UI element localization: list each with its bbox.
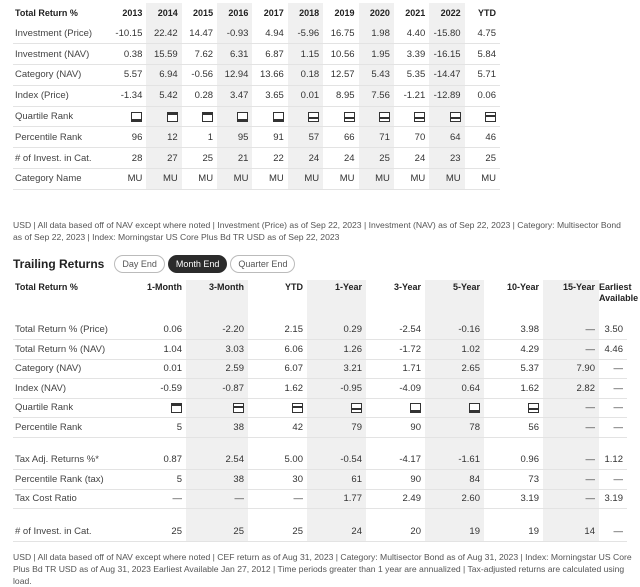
quartile-cell xyxy=(288,106,323,127)
trailing-value-cell: 0.64 xyxy=(425,379,484,399)
trailing-row-percentile-rank xyxy=(13,418,627,438)
spacer-cell xyxy=(425,509,484,522)
annual-value-cell: 91 xyxy=(252,127,287,148)
annual-value-cell: 22.42 xyxy=(146,23,181,44)
trailing-value-cell: 30 xyxy=(248,470,307,490)
year-header-2018: 2018 xyxy=(288,3,323,23)
annual-value-cell: 6.87 xyxy=(252,44,287,65)
annual-value-cell: 5.35 xyxy=(394,65,429,86)
quartile-cell xyxy=(248,398,307,418)
annual-returns-table xyxy=(13,3,500,190)
trailing-value-cell: 0.01 xyxy=(128,359,186,379)
period-toggle xyxy=(114,255,298,273)
trailing-value-cell: -0.59 xyxy=(128,379,186,399)
trailing-value-cell: — xyxy=(599,470,627,490)
annual-row-investment-price xyxy=(13,23,500,44)
spacer-cell xyxy=(307,509,366,522)
year-header-2015: 2015 xyxy=(193,8,214,18)
annual-value-cell: 0.18 xyxy=(288,65,323,86)
annual-row-quartile-rank xyxy=(13,106,500,127)
trailing-value-cell: -0.95 xyxy=(307,379,366,399)
annual-value-cell: 24 xyxy=(288,148,323,169)
annual-row-index-price xyxy=(13,85,500,106)
annual-value-cell: -14.47 xyxy=(429,65,464,86)
annual-row-label: Percentile Rank xyxy=(13,127,111,148)
quartile-rank-icon xyxy=(171,403,182,413)
annual-value-cell: MU xyxy=(111,169,146,190)
trailing-value-cell: -0.16 xyxy=(425,320,484,340)
quartile-cell xyxy=(252,106,287,127)
spacer-cell xyxy=(13,437,128,450)
annual-value-cell: 13.66 xyxy=(252,65,287,86)
quartile-cell xyxy=(217,106,252,127)
quartile-rank-icon xyxy=(308,112,319,122)
year-header-2016: 2016 xyxy=(217,3,252,23)
trailing-value-cell: -2.20 xyxy=(186,320,248,340)
trailing-value-cell: 1.26 xyxy=(307,340,366,360)
annual-value-cell: MU xyxy=(182,169,217,190)
quartile-rank-icon xyxy=(410,403,421,413)
trailing-row-label: Index (NAV) xyxy=(13,379,128,399)
quartile-rank-icon xyxy=(167,112,178,122)
annual-value-cell: 3.39 xyxy=(394,44,429,65)
quartile-rank-icon xyxy=(351,403,362,413)
annual-row-investment-nav xyxy=(13,44,500,65)
trailing-value-cell: 56 xyxy=(484,418,543,438)
quartile-rank-icon xyxy=(233,403,244,413)
period-header-1-year: 1-Year xyxy=(307,280,366,320)
trailing-value-cell: -4.17 xyxy=(366,450,425,470)
annual-value-cell: MU xyxy=(359,169,394,190)
year-header-2013: 2013 xyxy=(122,8,143,18)
year-header-2017: 2017 xyxy=(263,8,284,18)
annual-value-cell: -5.96 xyxy=(288,23,323,44)
trailing-value-cell: — xyxy=(599,379,627,399)
annual-value-cell: MU xyxy=(394,169,429,190)
annual-value-cell: 14.47 xyxy=(182,23,217,44)
annual-value-cell: 6.94 xyxy=(146,65,181,86)
trailing-row-quartile-rank xyxy=(13,398,627,418)
trailing-value-cell: — xyxy=(599,398,627,418)
tab-month-end[interactable]: Month End xyxy=(168,255,228,273)
quartile-cell xyxy=(425,398,484,418)
period-header-10-year: 10-Year xyxy=(506,282,539,292)
spacer-cell xyxy=(366,509,425,522)
trailing-row-category-nav xyxy=(13,359,627,379)
spacer-cell xyxy=(543,437,599,450)
trailing-value-cell: 1.12 xyxy=(599,450,627,470)
trailing-row-label: Percentile Rank (tax) xyxy=(13,470,128,490)
trailing-value-cell: 78 xyxy=(425,418,484,438)
annual-value-cell: 46 xyxy=(465,127,500,148)
annual-value-cell: 24 xyxy=(394,148,429,169)
year-header-2019: 2019 xyxy=(334,8,355,18)
trailing-value-cell: — xyxy=(248,489,307,509)
annual-value-cell: 0.28 xyxy=(182,85,217,106)
trailing-value-cell: — xyxy=(128,489,186,509)
quartile-rank-icon xyxy=(528,403,539,413)
tab-quarter-end[interactable]: Quarter End xyxy=(230,255,295,273)
period-header-5-year: 5-Year xyxy=(425,280,484,320)
trailing-value-cell: — xyxy=(543,398,599,418)
annual-row-label: Category (NAV) xyxy=(13,65,111,86)
quartile-cell xyxy=(323,106,358,127)
trailing-value-cell: 38 xyxy=(186,470,248,490)
annual-value-cell: 57 xyxy=(288,127,323,148)
trailing-value-cell: 25 xyxy=(128,522,186,542)
quartile-rank-icon xyxy=(485,112,496,122)
quartile-rank-icon xyxy=(414,112,425,122)
annual-value-cell: 0.38 xyxy=(111,44,146,65)
annual-value-cell: 1.15 xyxy=(288,44,323,65)
trailing-value-cell: — xyxy=(543,470,599,490)
spacer-cell xyxy=(186,437,248,450)
annual-value-cell: 12 xyxy=(146,127,181,148)
annual-value-cell: 64 xyxy=(429,127,464,148)
trailing-row-of-invest-in-cat xyxy=(13,522,627,542)
trailing-returns-table xyxy=(13,280,639,542)
spacer-cell xyxy=(128,509,186,522)
annual-value-cell: 6.31 xyxy=(217,44,252,65)
spacer-cell xyxy=(128,437,186,450)
annual-value-cell: 96 xyxy=(111,127,146,148)
trailing-value-cell: 3.21 xyxy=(307,359,366,379)
annual-value-cell: 25 xyxy=(359,148,394,169)
quartile-rank-icon xyxy=(202,112,213,122)
spacer-cell xyxy=(366,437,425,450)
trailing-value-cell: — xyxy=(599,522,627,542)
trailing-value-cell: 1.62 xyxy=(248,379,307,399)
quartile-cell xyxy=(366,398,425,418)
annual-value-cell: 25 xyxy=(182,148,217,169)
annual-value-cell: 12.94 xyxy=(217,65,252,86)
annual-row-label: Quartile Rank xyxy=(13,106,111,127)
annual-value-cell: 10.56 xyxy=(323,44,358,65)
trailing-value-cell: 3.19 xyxy=(599,489,627,509)
trailing-value-cell: 19 xyxy=(425,522,484,542)
trailing-value-cell: — xyxy=(543,340,599,360)
trailing-row-label: Tax Cost Ratio xyxy=(13,489,128,509)
trailing-value-cell: 3.50 xyxy=(599,320,627,340)
trailing-value-cell: 19 xyxy=(484,522,543,542)
quartile-cell xyxy=(111,106,146,127)
spacer-row xyxy=(13,437,627,450)
period-header-3-month: 3-Month xyxy=(186,280,248,320)
annual-value-cell: MU xyxy=(217,169,252,190)
annual-row-category-nav xyxy=(13,65,500,86)
trailing-value-cell: 6.07 xyxy=(248,359,307,379)
trailing-value-cell: 84 xyxy=(425,470,484,490)
year-header-2022: 2022 xyxy=(429,3,464,23)
annual-value-cell: MU xyxy=(252,169,287,190)
trailing-row-total-return-nav xyxy=(13,340,627,360)
annual-value-cell: 21 xyxy=(217,148,252,169)
annual-value-cell: -0.56 xyxy=(182,65,217,86)
trailing-value-cell: — xyxy=(599,418,627,438)
annual-header-row xyxy=(13,3,500,23)
annual-row-percentile-rank xyxy=(13,127,500,148)
trailing-value-cell: 14 xyxy=(543,522,599,542)
trailing-value-cell: 0.96 xyxy=(484,450,543,470)
spacer-cell xyxy=(13,509,128,522)
trailing-value-cell: -0.54 xyxy=(307,450,366,470)
trailing-row-label: Category (NAV) xyxy=(13,359,128,379)
annual-value-cell: -15.80 xyxy=(429,23,464,44)
tab-day-end[interactable]: Day End xyxy=(114,255,165,273)
spacer-cell xyxy=(599,509,627,522)
annual-value-cell: MU xyxy=(146,169,181,190)
annual-value-cell: -0.93 xyxy=(217,23,252,44)
annual-value-cell: -10.15 xyxy=(111,23,146,44)
trailing-value-cell: 7.90 xyxy=(543,359,599,379)
trailing-row-label: # of Invest. in Cat. xyxy=(13,522,128,542)
annual-value-cell: 5.57 xyxy=(111,65,146,86)
trailing-value-cell: — xyxy=(543,450,599,470)
quartile-rank-icon xyxy=(237,112,248,122)
trailing-value-cell: 2.65 xyxy=(425,359,484,379)
trailing-row-tax-cost-ratio xyxy=(13,489,627,509)
quartile-rank-icon xyxy=(379,112,390,122)
trailing-returns-title: Trailing Returns xyxy=(13,257,105,271)
trailing-row-label: Quartile Rank xyxy=(13,398,128,418)
annual-value-cell: 71 xyxy=(359,127,394,148)
trailing-value-cell: 2.54 xyxy=(186,450,248,470)
trailing-value-cell: 90 xyxy=(366,470,425,490)
annual-value-cell: 27 xyxy=(146,148,181,169)
trailing-row-label: Percentile Rank xyxy=(13,418,128,438)
annual-row-label: Category Name xyxy=(13,169,111,190)
annual-value-cell: MU xyxy=(288,169,323,190)
annual-value-cell: 66 xyxy=(323,127,358,148)
annual-value-cell: 1.95 xyxy=(359,44,394,65)
annual-value-cell: 7.62 xyxy=(182,44,217,65)
trailing-value-cell: 2.49 xyxy=(366,489,425,509)
annual-value-cell: 12.57 xyxy=(323,65,358,86)
annual-value-cell: 7.56 xyxy=(359,85,394,106)
period-header-3-year: 3-Year xyxy=(393,282,421,292)
annual-row-label: # of Invest. in Cat. xyxy=(13,148,111,169)
period-header-1-month: 1-Month xyxy=(147,282,182,292)
annual-value-cell: MU xyxy=(465,169,500,190)
year-header-ytd: YTD xyxy=(478,8,496,18)
trailing-value-cell: 6.06 xyxy=(248,340,307,360)
annual-value-cell: 95 xyxy=(217,127,252,148)
trailing-value-cell: 2.82 xyxy=(543,379,599,399)
annual-value-cell: MU xyxy=(323,169,358,190)
trailing-header-label: Total Return % xyxy=(15,282,78,292)
trailing-value-cell: — xyxy=(543,320,599,340)
quartile-cell xyxy=(359,106,394,127)
trailing-value-cell: 2.15 xyxy=(248,320,307,340)
trailing-value-cell: 0.29 xyxy=(307,320,366,340)
trailing-row-label: Total Return % (NAV) xyxy=(13,340,128,360)
year-header-2014: 2014 xyxy=(146,3,181,23)
trailing-value-cell: — xyxy=(543,489,599,509)
trailing-value-cell: 25 xyxy=(248,522,307,542)
trailing-value-cell: 1.71 xyxy=(366,359,425,379)
trailing-value-cell: 24 xyxy=(307,522,366,542)
annual-value-cell: 1.98 xyxy=(359,23,394,44)
spacer-cell xyxy=(186,509,248,522)
annual-value-cell: -1.34 xyxy=(111,85,146,106)
spacer-cell xyxy=(484,437,543,450)
annual-row-label: Index (Price) xyxy=(13,85,111,106)
trailing-row-label: Total Return % (Price) xyxy=(13,320,128,340)
annual-value-cell: -16.15 xyxy=(429,44,464,65)
annual-value-cell: 4.75 xyxy=(465,23,500,44)
quartile-cell xyxy=(128,398,186,418)
trailing-value-cell: -4.09 xyxy=(366,379,425,399)
spacer-cell xyxy=(425,437,484,450)
trailing-value-cell: 20 xyxy=(366,522,425,542)
quartile-cell xyxy=(307,398,366,418)
annual-value-cell: 1 xyxy=(182,127,217,148)
trailing-value-cell: 1.77 xyxy=(307,489,366,509)
trailing-value-cell: 5.00 xyxy=(248,450,307,470)
quartile-cell xyxy=(394,106,429,127)
annual-footnote: USD | All data based off of NAV except where noted | Investment (Price) as of Sep 22, 2023 | Investment (NAV) as of Sep 22, 2023 | Category: Multisector Bond as of Sep 22, 2023 | Index: Morningstar US Core Plus Bd TR USD as of Sep 22, 2023 xyxy=(13,220,621,242)
quartile-rank-icon xyxy=(344,112,355,122)
trailing-value-cell: 73 xyxy=(484,470,543,490)
annual-value-cell: 28 xyxy=(111,148,146,169)
quartile-cell xyxy=(186,398,248,418)
quartile-rank-icon xyxy=(469,403,480,413)
spacer-cell xyxy=(543,509,599,522)
annual-value-cell: 5.43 xyxy=(359,65,394,86)
annual-value-cell: 5.84 xyxy=(465,44,500,65)
year-header-2021: 2021 xyxy=(405,8,426,18)
quartile-cell xyxy=(182,106,217,127)
trailing-value-cell: 1.04 xyxy=(128,340,186,360)
spacer-cell xyxy=(599,437,627,450)
quartile-cell xyxy=(429,106,464,127)
annual-row-label: Investment (Price) xyxy=(13,23,111,44)
annual-row-of-invest-in-cat xyxy=(13,148,500,169)
quartile-cell xyxy=(465,106,500,127)
annual-row-category-name xyxy=(13,169,500,190)
trailing-value-cell: 2.59 xyxy=(186,359,248,379)
annual-value-cell: 5.71 xyxy=(465,65,500,86)
trailing-value-cell: 2.60 xyxy=(425,489,484,509)
quartile-rank-icon xyxy=(273,112,284,122)
trailing-value-cell: — xyxy=(186,489,248,509)
annual-value-cell: 3.65 xyxy=(252,85,287,106)
annual-value-cell: 0.01 xyxy=(288,85,323,106)
trailing-value-cell: 42 xyxy=(248,418,307,438)
trailing-row-tax-adj-returns xyxy=(13,450,627,470)
trailing-row-label: Tax Adj. Returns %* xyxy=(13,450,128,470)
trailing-value-cell: 3.19 xyxy=(484,489,543,509)
quartile-rank-icon xyxy=(450,112,461,122)
trailing-value-cell: -0.87 xyxy=(186,379,248,399)
trailing-header-row xyxy=(13,280,627,320)
annual-value-cell: MU xyxy=(429,169,464,190)
trailing-value-cell: 25 xyxy=(186,522,248,542)
annual-value-cell: 70 xyxy=(394,127,429,148)
annual-value-cell: -1.21 xyxy=(394,85,429,106)
annual-value-cell: 4.94 xyxy=(252,23,287,44)
quartile-rank-icon xyxy=(292,403,303,413)
trailing-value-cell: 79 xyxy=(307,418,366,438)
trailing-row-index-nav xyxy=(13,379,627,399)
trailing-footnote: USD | All data based off of NAV except where noted | CEF return as of Aug 31, 2023 | Category: Multisector Bond as of Aug 31, 2023 | Index: Morningstar US Core Plus Bd TR USD as of Aug 31, 2023 Earliest Available Jan 27, 2012 | Time periods greater than 1 year are annualized | Tax-adjusted returns are calculated using load. xyxy=(13,552,632,586)
annual-value-cell: -12.89 xyxy=(429,85,464,106)
annual-value-cell: 23 xyxy=(429,148,464,169)
trailing-value-cell: 3.98 xyxy=(484,320,543,340)
spacer-cell xyxy=(307,437,366,450)
trailing-value-cell: 1.02 xyxy=(425,340,484,360)
annual-value-cell: 22 xyxy=(252,148,287,169)
trailing-value-cell: 0.87 xyxy=(128,450,186,470)
spacer-cell xyxy=(248,509,307,522)
trailing-value-cell: 1.62 xyxy=(484,379,543,399)
trailing-value-cell: -1.61 xyxy=(425,450,484,470)
trailing-value-cell: 3.03 xyxy=(186,340,248,360)
annual-value-cell: 25 xyxy=(465,148,500,169)
annual-value-cell: 15.59 xyxy=(146,44,181,65)
trailing-value-cell: — xyxy=(543,418,599,438)
annual-value-cell: 0.06 xyxy=(465,85,500,106)
trailing-value-cell: 0.06 xyxy=(128,320,186,340)
trailing-value-cell: 5.37 xyxy=(484,359,543,379)
spacer-cell xyxy=(484,509,543,522)
annual-value-cell: 4.40 xyxy=(394,23,429,44)
annual-value-cell: 24 xyxy=(323,148,358,169)
trailing-value-cell: 90 xyxy=(366,418,425,438)
quartile-rank-icon xyxy=(131,112,142,122)
trailing-value-cell: 4.46 xyxy=(599,340,627,360)
trailing-row-total-return-price xyxy=(13,320,627,340)
period-header-15-year: 15-Year xyxy=(543,280,599,320)
trailing-value-cell: -1.72 xyxy=(366,340,425,360)
spacer-cell xyxy=(248,437,307,450)
annual-header-label: Total Return % xyxy=(15,8,78,18)
annual-value-cell: 16.75 xyxy=(323,23,358,44)
period-header-ytd: YTD xyxy=(285,282,303,292)
trailing-value-cell: — xyxy=(599,359,627,379)
trailing-value-cell: -2.54 xyxy=(366,320,425,340)
annual-row-label: Investment (NAV) xyxy=(13,44,111,65)
annual-value-cell: 5.42 xyxy=(146,85,181,106)
trailing-value-cell: 38 xyxy=(186,418,248,438)
trailing-row-percentile-rank-tax xyxy=(13,470,627,490)
annual-value-cell: 3.47 xyxy=(217,85,252,106)
quartile-cell xyxy=(484,398,543,418)
trailing-value-cell: 5 xyxy=(128,418,186,438)
spacer-row xyxy=(13,509,627,522)
trailing-value-cell: 4.29 xyxy=(484,340,543,360)
trailing-value-cell: 61 xyxy=(307,470,366,490)
quartile-cell xyxy=(146,106,181,127)
annual-value-cell: 8.95 xyxy=(323,85,358,106)
year-header-2020: 2020 xyxy=(359,3,394,23)
period-header-earliest-available: Earliest Available xyxy=(599,282,639,303)
trailing-value-cell: 5 xyxy=(128,470,186,490)
trailing-returns-header xyxy=(13,254,298,274)
